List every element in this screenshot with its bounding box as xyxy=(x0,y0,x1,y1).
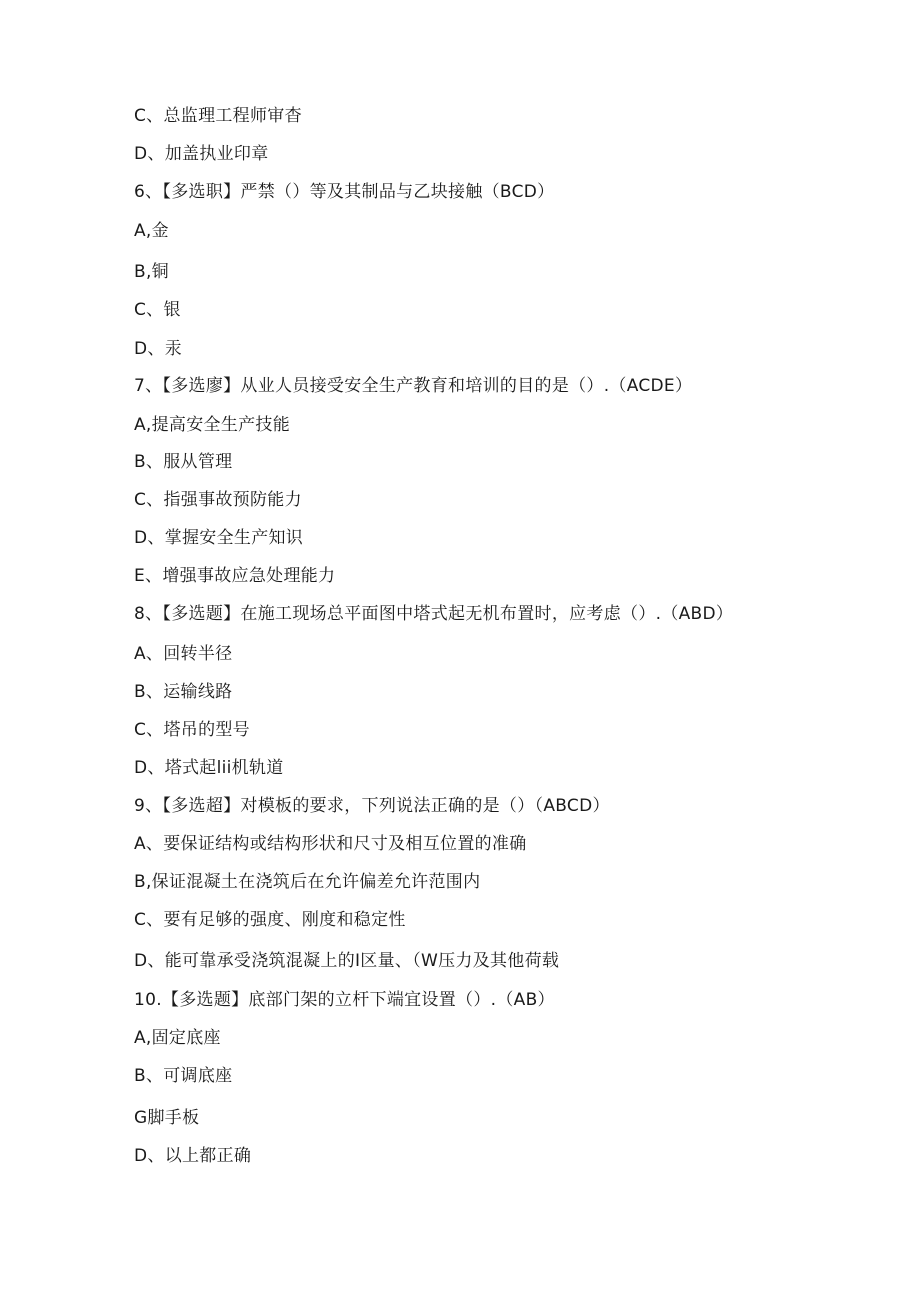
option-line: A,固定底座 xyxy=(134,1028,221,1048)
option-line: D、以上都正确 xyxy=(134,1146,252,1166)
option-line: E、增强事故应急处理能力 xyxy=(134,566,336,586)
option-line: B、运输线路 xyxy=(134,682,233,702)
option-line: A,金 xyxy=(134,221,169,241)
option-line: B、可调底座 xyxy=(134,1066,233,1086)
option-line: C、总监理工程师审杳 xyxy=(134,106,302,126)
option-line: B、服从管理 xyxy=(134,452,233,472)
option-line: C、要有足够的强度、刚度和稳定性 xyxy=(134,910,406,930)
option-line: A、回转半径 xyxy=(134,644,233,664)
option-line: B,保证混凝土在浇筑后在允许偏差允许范围内 xyxy=(134,872,481,892)
question-line: 6、【多选职】严禁（）等及其制品与乙块接触（BCD） xyxy=(134,182,555,202)
option-line: G脚手板 xyxy=(134,1108,200,1128)
option-line: D、能可靠承受浇筑混凝上的I区量、（W压力及其他荷载 xyxy=(134,951,560,971)
question-line: 7、【多选廖】从业人员接受安全生产教育和培训的目的是（）.（ACDE） xyxy=(134,376,693,396)
option-line: D、掌握安全生产知识 xyxy=(134,528,304,548)
option-line: C、指强事故预防能力 xyxy=(134,490,302,510)
option-line: D、加盖执业印章 xyxy=(134,144,269,164)
question-line: 9、【多选超】对模板的要求，下列说法正确的是（）（ABCD） xyxy=(134,796,610,816)
option-line: A、要保证结构或结构形状和尺寸及相互位置的准确 xyxy=(134,834,527,854)
option-line: A,提高安全生产技能 xyxy=(134,415,291,435)
option-line: D、塔式起lii机轨道 xyxy=(134,758,284,778)
question-line: 8、【多选题】在施工现场总平面图中塔式起无机布置时，应考虑（）.（ABD） xyxy=(134,604,734,624)
option-line: B,铜 xyxy=(134,262,169,282)
question-line: 10.【多选题】底部门架的立杆下端宜设置（）.（AB） xyxy=(134,990,555,1010)
option-line: D、汞 xyxy=(134,339,182,359)
option-line: C、银 xyxy=(134,300,181,320)
option-line: C、塔吊的型号 xyxy=(134,720,250,740)
